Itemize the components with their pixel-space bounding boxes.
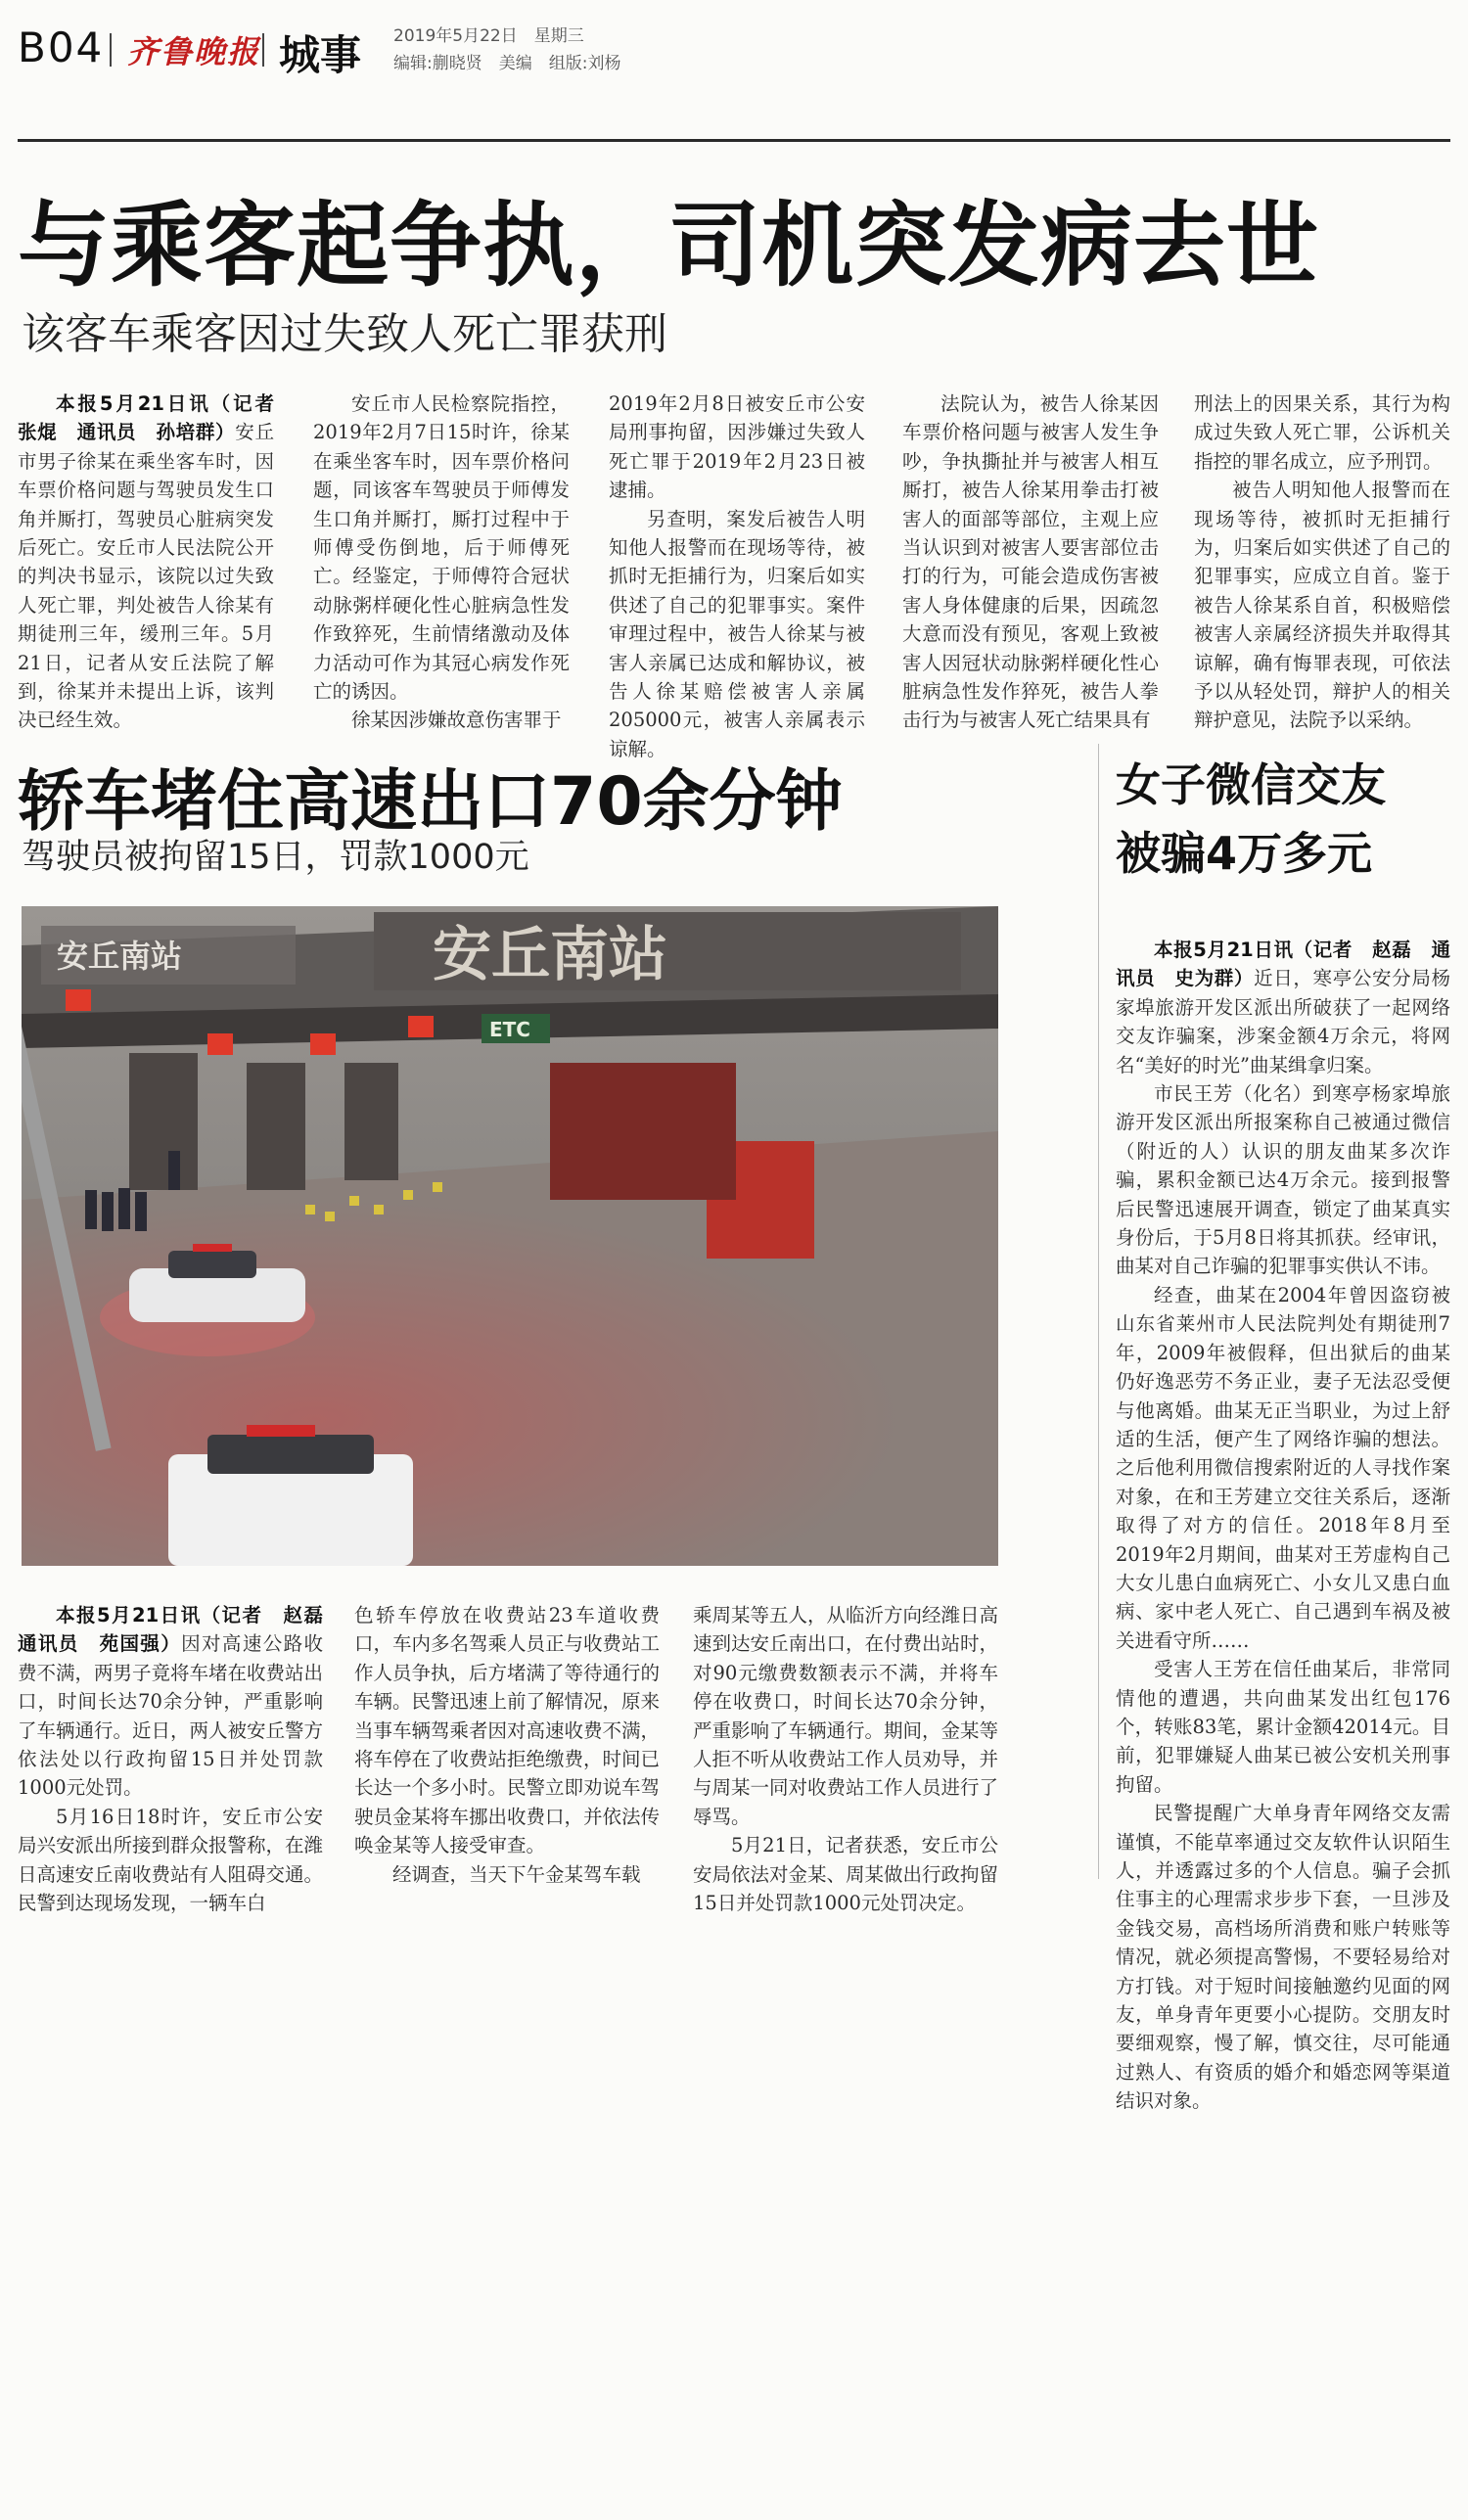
newspaper-masthead: 齐鲁晚报 xyxy=(127,33,261,70)
toll-station-photo xyxy=(22,906,998,1566)
header-divider xyxy=(110,33,112,67)
lane-closed-light xyxy=(66,989,91,1011)
article1-subhead: 该客车乘客因过失致人死亡罪获刑 xyxy=(22,309,667,359)
article1-column-2 xyxy=(313,389,570,735)
lane-closed-light xyxy=(207,1033,233,1055)
article2-headline: 轿车堵住高速出口70余分钟 xyxy=(18,763,843,841)
article2-byline: 本报5月21日讯（记者 赵磊 通讯员 苑国强） xyxy=(18,1604,343,1656)
photo-station-sign: 安丘南站 xyxy=(57,938,183,975)
article1-paragraph: 被告人明知他人报警而在现场等待，被抓时无拒捕行为，归案后如实供述了自己的犯罪事实，应成立自首。鉴于被告人徐某系自首，积极赔偿被害人亲属经济损失并取得其谅解，确有悔罪表现，可依法予以从轻处罚，辩护人的相关辩护意见，法院予以采纳。 xyxy=(1194,479,1450,732)
article3-paragraph: 近日，寒亭公安分局杨家埠旅游开发区派出所破获了一起网络交友诈骗案，涉案金额4万余元，将网名“美好的时光”曲某缉拿归案。 xyxy=(1116,967,1450,1077)
toll-station-illustration xyxy=(22,906,998,1566)
article3-paragraph: 受害人王芳在信任曲某后，非常同情他的遭遇，共向曲某发出红包176个，转账83笔，累计金额42014元。目前，犯罪嫌疑人曲某已被公安机关刑事拘留。 xyxy=(1116,1658,1450,1796)
article2-column-2 xyxy=(354,1601,660,1889)
article1-headline: 与乘客起争执，司机突发病去世 xyxy=(18,193,1320,299)
header-rule xyxy=(18,139,1450,142)
editor-credits: 编辑:蒯晓贤 美编 组版:刘杨 xyxy=(393,54,621,73)
article1-paragraph: 安丘市男子徐某在乘坐客车时，因车票价格问题与驾驶员发生口角并厮打，驾驶员心脏病突发后死亡。安丘市人民法院公开的判决书显示，该院以过失致人死亡罪，判处被告人徐某有期徒刑三年，缓刑三年。5月21日，记者从安丘法院了解到，徐某并未提出上诉，该判决已经生效。 xyxy=(18,421,274,732)
article1-paragraph: 安丘市人民检察院指控，2019年2月7日15时许，徐某在乘坐客车时，因车票价格问题，同该客车驾驶员于师傅发生口角并厮打，厮打过程中于师傅受伤倒地，后于师傅死亡。经鉴定，于师傅符合冠状动脉粥样硬化性心脏病急性发作致猝死，生前情绪激动及体力活动可作为其冠心病发作死亡的诱因。 xyxy=(313,392,570,704)
photo-station-sign-large: 安丘南站 xyxy=(433,921,667,989)
article1-paragraph: 另查明，案发后被告人明知他人报警而在现场等待，被抓时无拒捕行为，归案后如实供述了自己的犯罪事实。案件审理过程中，被告人徐某与被害人亲属已达成和解协议，被告人徐某赔偿被害人亲属205000元，被害人亲属表示谅解。 xyxy=(609,507,865,760)
article1-column-4 xyxy=(902,389,1159,735)
issue-date: 2019年5月22日 星期三 xyxy=(393,26,584,46)
article3-byline: 本报5月21日讯（记者 赵磊 通讯员 史为群） xyxy=(1116,939,1450,990)
article1-paragraph: 法院认为，被告人徐某因车票价格问题与被害人发生争吵，争执撕扯并与被害人相互厮打，被告人徐某用拳击打被害人的面部等部位，主观上应当认识到对被害人要害部位击打的行为，可能会造成伤害被害人身体健康的后果，因疏忽大意而没有预见，客观上致被害人因冠状动脉粥样硬化性心脏病急性发作猝死，被告人拳击行为与被害人死亡结果具有 xyxy=(902,392,1159,732)
column-divider xyxy=(1098,744,1099,1879)
article1-paragraph: 2019年2月8日被安丘市公安局刑事拘留，因涉嫌过失致人死亡罪于2019年2月23日被逮捕。 xyxy=(609,392,865,502)
page-number: B04 xyxy=(18,23,105,71)
article1-byline: 本报5月21日讯（记者 张焜 通讯员 孙培群） xyxy=(18,392,294,444)
section-title: 城事 xyxy=(279,31,362,79)
article2-paragraph: 5月16日18时许，安丘市公安局兴安派出所接到群众报警称，在潍日高速安丘南收费站有人阻碍交通。民警到达现场发现，一辆车白 xyxy=(18,1805,324,1915)
article2-paragraph: 色轿车停放在收费站23车道收费口，车内多名驾乘人员正与收费站工作人员争执，后方堵满了等待通行的车辆。民警迅速上前了解情况，原来当事车辆驾乘者因对高速收费不满，将车停在了收费站拒绝缴费，时间已长达一个多小时。民警立即劝说车驾驶员金某将车挪出收费口，并依法传唤金某等人接受审查。 xyxy=(354,1604,661,1857)
article3-paragraph: 民警提醒广大单身青年网络交友需谨慎，不能草率通过交友软件认识陌生人，并透露过多的个人信息。骗子会抓住事主的心理需求步步下套，一旦涉及金钱交易，高档场所消费和账户转账等情况，就必须提高警惕，不要轻易给对方打钱。对于短时间接触邀约见面的网友，单身青年更要小心提防。交朋友时要细观察，慢了解，慎交往，尽可能通过熟人、有资质的婚介和婚恋网等渠道结识对象。 xyxy=(1116,1802,1450,2113)
article3-headline-line2: 被骗4万多元 xyxy=(1116,827,1373,880)
article1-column-1 xyxy=(18,389,294,735)
page-header xyxy=(0,0,1468,137)
truck-cargo xyxy=(550,1063,736,1200)
article2-subhead: 驾驶员被拘留15日，罚款1000元 xyxy=(22,838,529,877)
article1-paragraph: 刑法上的因果关系，其行为构成过失致人死亡罪，公诉机关指控的罪名成立，应予刑罚。 xyxy=(1194,392,1450,473)
article2-paragraph: 因对高速公路收费不满，两男子竟将车堵在收费站出口，时间长达70余分钟，严重影响了车辆通行。近日，两人被安丘警方依法处以行政拘留15日并处罚款1000元处罚。 xyxy=(18,1632,324,1800)
article2-paragraph: 乘周某等五人，从临沂方向经潍日高速到达安丘南出口，在付费出站时，对90元缴费数额表示不满，并将车停在收费口，时间长达70余分钟，严重影响了车辆通行。期间，金某等人拒不听从收费站工作人员劝导，并与周某一同对收费站工作人员进行了辱骂。 xyxy=(693,1604,999,1828)
article3-column xyxy=(1116,936,1450,2116)
article1-paragraph: 徐某因涉嫌故意伤害罪于 xyxy=(351,709,562,732)
article3-headline-line1: 女子微信交友 xyxy=(1116,758,1386,811)
article1-column-3 xyxy=(609,389,865,763)
article3-paragraph: 市民王芳（化名）到寒亭杨家埠旅游开发区派出所报案称自己被通过微信（附近的人）认识的朋友曲某多次诈骗，累积金额已达4万余元。接到报警后民警迅速展开调查，锁定了曲某真实身份后，于5月8日将其抓获。经审讯，曲某对自己诈骗的犯罪事实供认不讳。 xyxy=(1116,1082,1450,1278)
lane-closed-light xyxy=(408,1016,434,1037)
article1-column-5 xyxy=(1194,389,1450,735)
article3-paragraph: 经查，曲某在2004年曾因盗窃被山东省莱州市人民法院判处有期徒刑7年，2009年被假释，但出狱后的曲某仍好逸恶劳不务正业，妻子无法忍受便与他离婚。曲某无正当职业，为过上舒适的生活，便产生了网络诈骗的想法。之后他利用微信搜索附近的人寻找作案对象，在和王芳建立交往关系后，逐渐取得了对方的信任。2018年8月至2019年2月期间，曲某对王芳虚构自己大女儿患白血病死亡、小女儿又患白血病、家中老人死亡、自己遇到车祸及被关进看守所…… xyxy=(1116,1283,1450,1652)
etc-sign: ETC xyxy=(489,1018,530,1041)
article2-column-3 xyxy=(693,1601,998,1917)
article2-paragraph: 经调查，当天下午金某驾车载 xyxy=(392,1862,641,1886)
lane-closed-light xyxy=(310,1033,336,1055)
article2-column-1 xyxy=(18,1601,343,1917)
header-divider xyxy=(262,33,264,67)
article2-paragraph: 5月21日，记者获悉，安丘市公安局依法对金某、周某做出行政拘留15日并处罚款1000元处罚决定。 xyxy=(693,1834,999,1915)
